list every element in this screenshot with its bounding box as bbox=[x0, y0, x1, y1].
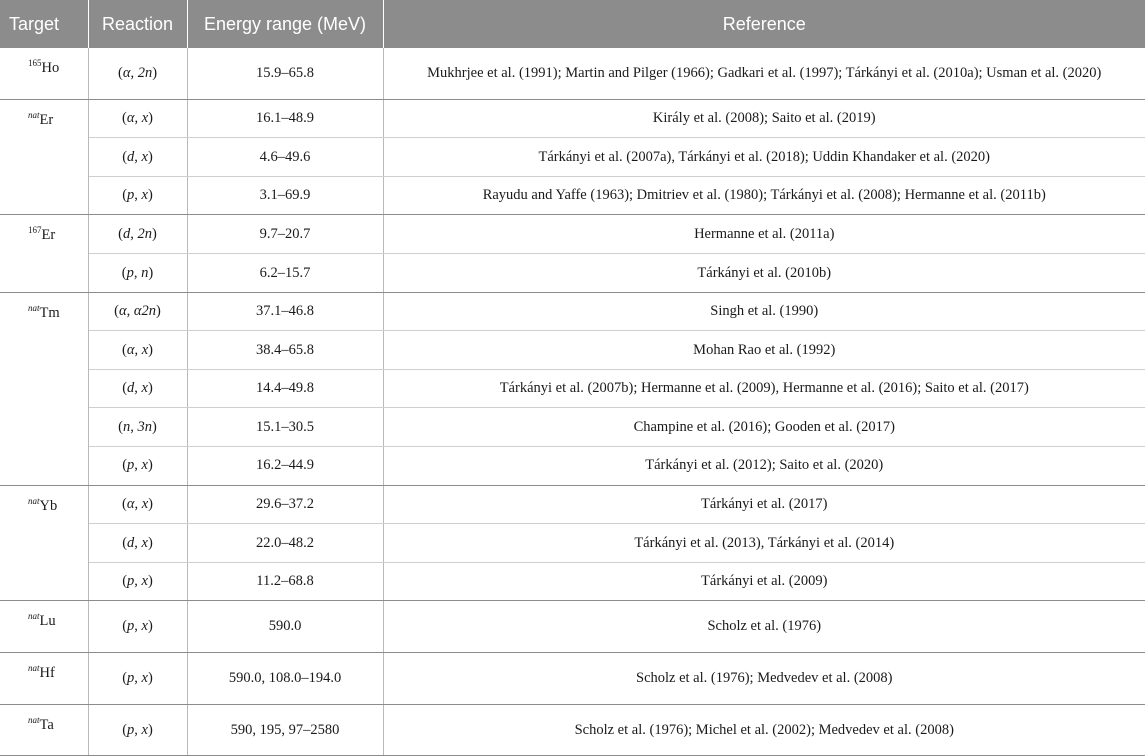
reference-cell: Singh et al. (1990) bbox=[383, 292, 1145, 331]
reference-cell: Tárkányi et al. (2017) bbox=[383, 485, 1145, 524]
reference-cell: Tárkányi et al. (2007b); Hermanne et al. (2009), Hermanne et al. (2016); Saito et al. (2017) bbox=[383, 369, 1145, 408]
reference-cell: Tárkányi et al. (2009) bbox=[383, 562, 1145, 601]
reaction-cell: (p, x) bbox=[88, 652, 187, 704]
table-row bbox=[0, 369, 1145, 408]
target-mass-superscript: nat bbox=[28, 611, 40, 622]
reaction-projectile: p bbox=[127, 573, 135, 590]
target-element: Tm bbox=[39, 304, 60, 321]
reaction-ejectile: x bbox=[141, 496, 149, 513]
table-row bbox=[0, 652, 1145, 704]
reaction-projectile: d bbox=[127, 148, 135, 165]
energy-range-cell: 29.6–37.2 bbox=[187, 485, 383, 524]
reaction-projectile: p bbox=[127, 669, 135, 686]
reaction-cell: (d, x) bbox=[88, 369, 187, 408]
energy-range-cell: 11.2–68.8 bbox=[187, 562, 383, 601]
table-row bbox=[0, 485, 1145, 524]
reaction-projectile: p bbox=[126, 264, 134, 281]
table-row bbox=[0, 331, 1145, 370]
table-body bbox=[0, 48, 1145, 756]
energy-range-cell: 15.9–65.8 bbox=[187, 48, 383, 99]
target-mass-superscript: nat bbox=[28, 495, 40, 506]
target-cell bbox=[0, 652, 88, 704]
reaction-ejectile: x bbox=[141, 669, 148, 686]
header-row bbox=[0, 0, 1145, 48]
table-row bbox=[0, 524, 1145, 563]
reference-cell: Király et al. (2008); Saito et al. (2019) bbox=[383, 99, 1145, 138]
table-row bbox=[0, 292, 1145, 331]
table-header bbox=[0, 0, 1145, 48]
target-element: Yb bbox=[39, 497, 58, 514]
table-row bbox=[0, 408, 1145, 447]
table-row bbox=[0, 446, 1145, 485]
reaction-cell: (d, 2n) bbox=[88, 215, 187, 254]
reference-cell: Scholz et al. (1976); Michel et al. (2002); Medvedev et al. (2008) bbox=[383, 704, 1145, 756]
reaction-projectile: α bbox=[119, 303, 127, 320]
reference-cell: Tárkányi et al. (2012); Saito et al. (2020) bbox=[383, 446, 1145, 485]
reaction-ejectile: x bbox=[141, 721, 148, 738]
reference-cell: Tárkányi et al. (2010b) bbox=[383, 253, 1145, 292]
target-element: Lu bbox=[39, 613, 56, 630]
reaction-projectile: d bbox=[127, 380, 135, 397]
reference-cell: Mohan Rao et al. (1992) bbox=[383, 331, 1145, 370]
reaction-ejectile: 2n bbox=[137, 65, 153, 82]
reaction-ejectile: x bbox=[141, 110, 149, 127]
reaction-ejectile: x bbox=[141, 148, 148, 165]
target-cell bbox=[0, 99, 88, 215]
reaction-ejectile: x bbox=[141, 341, 149, 358]
energy-range-cell: 14.4–49.8 bbox=[187, 369, 383, 408]
table-row bbox=[0, 562, 1145, 601]
reaction-projectile: p bbox=[127, 618, 135, 635]
header-energy-range: Energy range (MeV) bbox=[187, 0, 383, 48]
target-mass-superscript: 165 bbox=[28, 58, 42, 68]
reaction-cell: (α, 2n) bbox=[88, 48, 187, 99]
table-row bbox=[0, 99, 1145, 138]
energy-range-cell: 38.4–65.8 bbox=[187, 331, 383, 370]
reaction-projectile: d bbox=[123, 225, 131, 242]
energy-range-cell: 9.7–20.7 bbox=[187, 215, 383, 254]
reaction-ejectile: 2n bbox=[137, 225, 152, 242]
header-reference: Reference bbox=[383, 0, 1145, 48]
reaction-projectile: p bbox=[127, 721, 135, 738]
target-mass-superscript: 167 bbox=[28, 225, 42, 236]
target-cell bbox=[0, 292, 88, 485]
reaction-cell: (p, x) bbox=[88, 704, 187, 756]
table-row bbox=[0, 253, 1145, 292]
target-cell bbox=[0, 48, 88, 99]
reference-cell: Rayudu and Yaffe (1963); Dmitriev et al. (1980); Tárkányi et al. (2008); Hermanne et al. (2011b) bbox=[383, 176, 1145, 215]
reaction-cell: (α, x) bbox=[88, 331, 187, 370]
energy-range-cell: 16.1–48.9 bbox=[187, 99, 383, 138]
reaction-projectile: α bbox=[126, 341, 135, 358]
reaction-ejectile: x bbox=[141, 618, 148, 635]
energy-range-cell: 22.0–48.2 bbox=[187, 524, 383, 563]
reference-cell: Tárkányi et al. (2007a), Tárkányi et al. (2018); Uddin Khandaker et al. (2020) bbox=[383, 138, 1145, 177]
energy-range-cell: 15.1–30.5 bbox=[187, 408, 383, 447]
reaction-cell: (α, x) bbox=[88, 485, 187, 524]
reaction-cell: (p, x) bbox=[88, 446, 187, 485]
energy-range-cell: 16.2–44.9 bbox=[187, 446, 383, 485]
energy-range-cell: 590, 195, 97–2580 bbox=[187, 704, 383, 756]
reaction-cell: (p, n) bbox=[88, 253, 187, 292]
energy-range-cell: 6.2–15.7 bbox=[187, 253, 383, 292]
reaction-projectile: α bbox=[122, 65, 131, 82]
reaction-ejectile: x bbox=[141, 457, 148, 474]
energy-range-cell: 37.1–46.8 bbox=[187, 292, 383, 331]
target-cell bbox=[0, 485, 88, 601]
reference-cell: Mukhrjee et al. (1991); Martin and Pilger (1966); Gadkari et al. (1997); Tárkányi et al. (2010a); Usman et al. (2020) bbox=[383, 48, 1145, 99]
target-cell bbox=[0, 601, 88, 653]
reaction-projectile: n bbox=[123, 418, 131, 435]
reference-cell: Scholz et al. (1976); Medvedev et al. (2008) bbox=[383, 652, 1145, 704]
target-element: Er bbox=[41, 227, 56, 244]
reaction-projectile: p bbox=[127, 457, 135, 474]
table-row bbox=[0, 176, 1145, 215]
target-cell bbox=[0, 215, 88, 292]
energy-range-cell: 590.0, 108.0–194.0 bbox=[187, 652, 383, 704]
reaction-cell: (n, 3n) bbox=[88, 408, 187, 447]
reaction-ejectile: x bbox=[141, 187, 148, 204]
table-row bbox=[0, 48, 1145, 99]
reaction-cell: (α, x) bbox=[88, 99, 187, 138]
target-element: Er bbox=[39, 111, 54, 128]
reaction-projectile: d bbox=[127, 534, 135, 551]
table-row bbox=[0, 215, 1145, 254]
reaction-cell: (α, α2n) bbox=[88, 292, 187, 331]
energy-range-cell: 590.0 bbox=[187, 601, 383, 653]
target-mass-superscript: nat bbox=[28, 662, 40, 673]
reaction-ejectile: α2n bbox=[133, 303, 156, 320]
target-cell bbox=[0, 704, 88, 756]
target-element: Ho bbox=[41, 60, 60, 76]
table-row bbox=[0, 601, 1145, 653]
reaction-projectile: α bbox=[126, 110, 135, 127]
target-mass-superscript: nat bbox=[28, 714, 40, 725]
reference-cell: Champine et al. (2016); Gooden et al. (2017) bbox=[383, 408, 1145, 447]
reaction-projectile: α bbox=[126, 496, 135, 513]
reaction-projectile: p bbox=[127, 187, 135, 204]
reaction-cell: (p, x) bbox=[88, 601, 187, 653]
reaction-cell: (p, x) bbox=[88, 562, 187, 601]
reaction-ejectile: x bbox=[141, 573, 148, 590]
energy-range-cell: 3.1–69.9 bbox=[187, 176, 383, 215]
reaction-cell: (p, x) bbox=[88, 176, 187, 215]
target-mass-superscript: nat bbox=[28, 109, 40, 120]
reaction-cell: (d, x) bbox=[88, 138, 187, 177]
target-element: Ta bbox=[39, 716, 54, 733]
header-reaction: Reaction bbox=[88, 0, 187, 48]
target-mass-superscript: nat bbox=[28, 302, 40, 313]
target-element: Hf bbox=[39, 664, 55, 681]
reaction-ejectile: n bbox=[141, 264, 149, 281]
table-row bbox=[0, 704, 1145, 756]
header-target: Target bbox=[0, 0, 88, 48]
energy-range-cell: 4.6–49.6 bbox=[187, 138, 383, 177]
table-row bbox=[0, 138, 1145, 177]
reaction-ejectile: 3n bbox=[137, 418, 152, 435]
reaction-cell: (d, x) bbox=[88, 524, 187, 563]
reference-cell: Tárkányi et al. (2013), Tárkányi et al. (2014) bbox=[383, 524, 1145, 563]
reference-cell: Scholz et al. (1976) bbox=[383, 601, 1145, 653]
reaction-ejectile: x bbox=[141, 380, 148, 397]
reaction-ejectile: x bbox=[141, 534, 148, 551]
reference-cell: Hermanne et al. (2011a) bbox=[383, 215, 1145, 254]
